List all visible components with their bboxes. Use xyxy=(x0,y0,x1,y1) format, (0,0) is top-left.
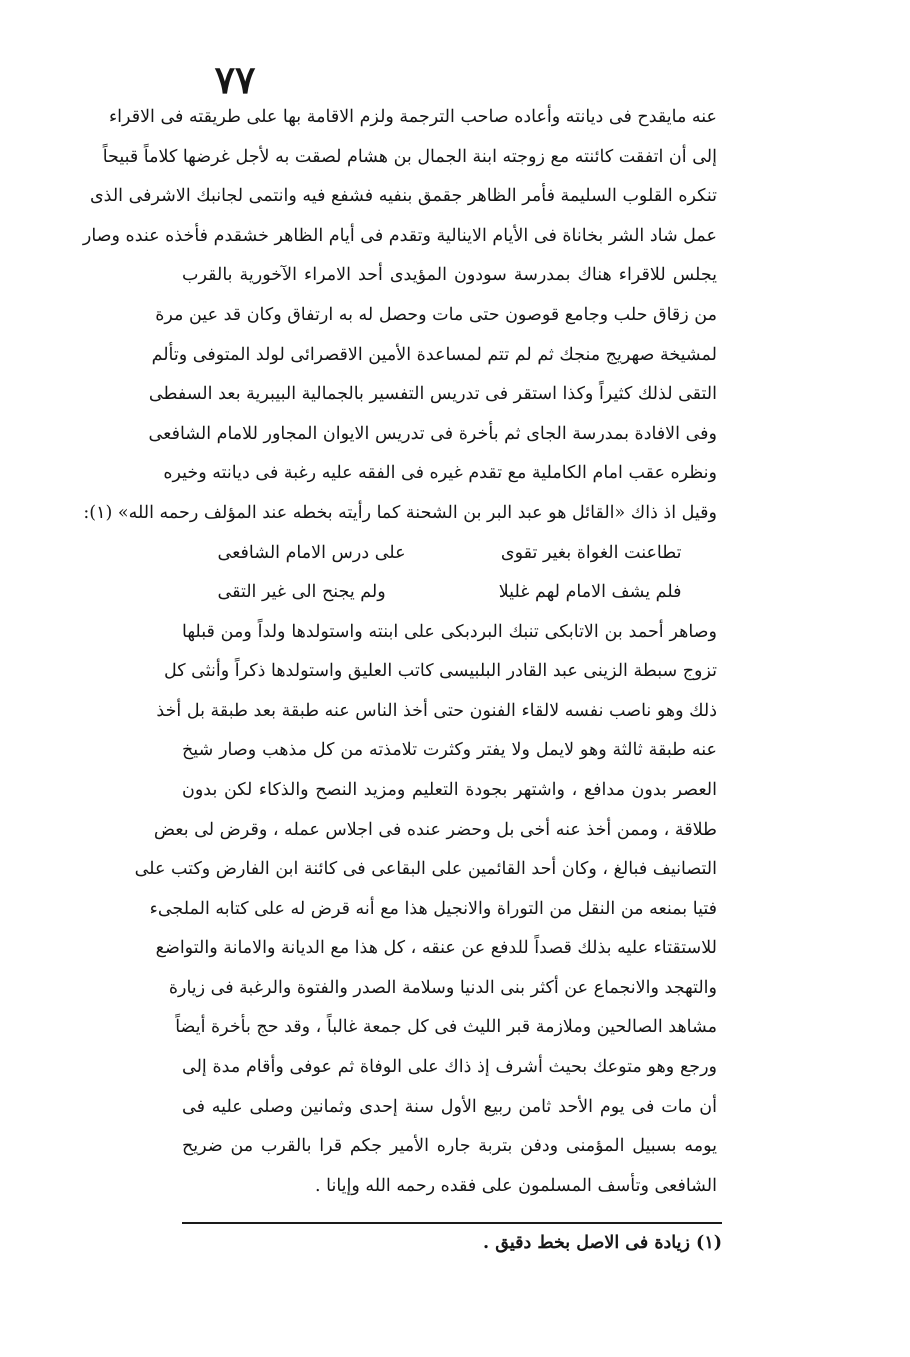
text-line: ورجع وهو متوعك بحيث أشرف إذ ذاك على الوفاة ثم عوفى وأقام مدة إلى xyxy=(182,1057,717,1078)
poem xyxy=(182,534,717,613)
text-line: العصر بدون مدافع ، واشتهر بجودة التعليم ومزيد النصح والذكاء لكن بدون xyxy=(182,779,717,800)
verse-line xyxy=(182,573,717,613)
text-line: والتهجد والانجماع عن أكثر بنى الدنيا وسلامة الصدر والفتوة والرغبة فى زيارة xyxy=(168,977,717,998)
text-line: التقى لذلك كثيراً وكذا استقر فى تدريس التفسير بالجمالية البيبرية بعد السفطى xyxy=(148,384,717,405)
text-line: أن مات فى يوم الأحد ثامن ربيع الأول سنة إحدى وثمانين وصلى عليه فى xyxy=(182,1096,717,1117)
text-line: عمل شاد الشر بخاناة فى الأيام الاينالية وتقدم فى أيام الظاهر خشقدم فأخذه عنده وصار xyxy=(82,225,717,246)
text-line: عنه مايقدح فى ديانته وأعاده صاحب الترجمة ولزم الاقامة بها على طريقته فى الاقراء xyxy=(108,107,717,127)
verse-first-hemistich: فلم يشف الامام لهم غليلا xyxy=(498,582,682,603)
text-line: وفى الافادة بمدرسة الجاى ثم بأخرة فى تدريس الايوان المجاور للامام الشافعى xyxy=(148,423,717,444)
text-line: يجلس للاقراء هناك بمدرسة سودون المؤيدى أحد الامراء الآخورية بالقرب xyxy=(182,265,717,286)
text-line: طلاقة ، وممن أخذ عنه أخى بل وحضر عنده فى اجلاس عمله ، وقرض لى بعض xyxy=(153,819,717,840)
text-line: عنه طبقة ثالثة وهو لايمل ولا يفتر وكثرت تلامذته من كل مذهب وصار شيخ xyxy=(182,740,717,761)
verse-second-hemistich: على درس الامام الشافعى xyxy=(217,542,406,563)
text-line: يومه بسبيل المؤمنى ودفن بتربة جاره الأمير جكم قرا بالقرب من ضريح xyxy=(182,1136,717,1157)
text-line: الشافعى وتأسف المسلمون على فقده رحمه الله وإيانا . xyxy=(314,1175,717,1196)
text-line: ذلك وهو ناصب نفسه لالقاء الفنون حتى أخذ الناس عنه طبقة بعد طبقة بل أخذ xyxy=(156,700,717,721)
verse-first-hemistich: تطاعنت الغواة بغير تقوى xyxy=(500,542,682,563)
footnote-divider xyxy=(182,1222,722,1224)
text-line: ونظره عقب امام الكاملية مع تقدم غيره فى الفقه عليه رغبة فى ديانته وخيره xyxy=(163,463,717,484)
text-line: تنكره القلوب السليمة فأمر الظاهر جقمق بنفيه فشفع فيه وانتمى لجانبك الاشرفى الذى xyxy=(89,186,717,207)
text-line: من زقاق حلب وجامع قوصون حتى مات وحصل له به ارتفاق وكان قد عين مرة xyxy=(155,304,717,325)
text-line: وصاهر أحمد بن الاتابكى تنبك البردبكى على ابنته واستولدها ولداً ومن قبلها xyxy=(182,621,717,642)
text-line: لمشيخة صهريج منجك ثم لم تتم لمساعدة الأمين الاقصرائى لولد المتوفى وتألم xyxy=(151,344,717,365)
text-line: وقيل اذ ذاك «القائل هو عبد البر بن الشحنة كما رأيته بخطه عند المؤلف رحمه الله» (١): xyxy=(83,502,717,523)
text-line: للاستقتاء عليه بذلك قصداً للدفع عن عنقه ، كل هذا مع الديانة والامانة والتواضع xyxy=(155,938,717,959)
page-number: ٧٧ xyxy=(214,57,256,102)
footnote: (١) زيادة فى الاصل بخط دقيق . xyxy=(483,1233,722,1253)
text-line: مشاهد الصالحين وملازمة قبر الليث فى كل جمعة غالباً ، وقد حج بأخرة أيضاً xyxy=(175,1017,717,1038)
verse-second-hemistich: ولم يجنح الى غير التقى xyxy=(217,582,386,603)
text-line: التصانيف فبالغ ، وكان أحد القائمين على البقاعى فى كائنة ابن الفارض وكتب على xyxy=(134,859,717,880)
text-line: فتيا بمنعه من النقل من التوراة والانجيل هذا مع أنه قرض له على كتابه الملجىء xyxy=(149,898,717,919)
verse-line xyxy=(182,534,717,574)
text-line: تزوج سبطة الزينى عبد القادر البلبيسى كاتب العليق واستولدها ذكراً وأنثى كل xyxy=(164,661,717,682)
body-text xyxy=(82,98,717,1206)
text-line: إلى أن اتفقت كائنته مع زوجته ابنة الجمال بن هشام لصقت به لأجل غرضها كلاماً قبيحاً xyxy=(102,146,717,167)
